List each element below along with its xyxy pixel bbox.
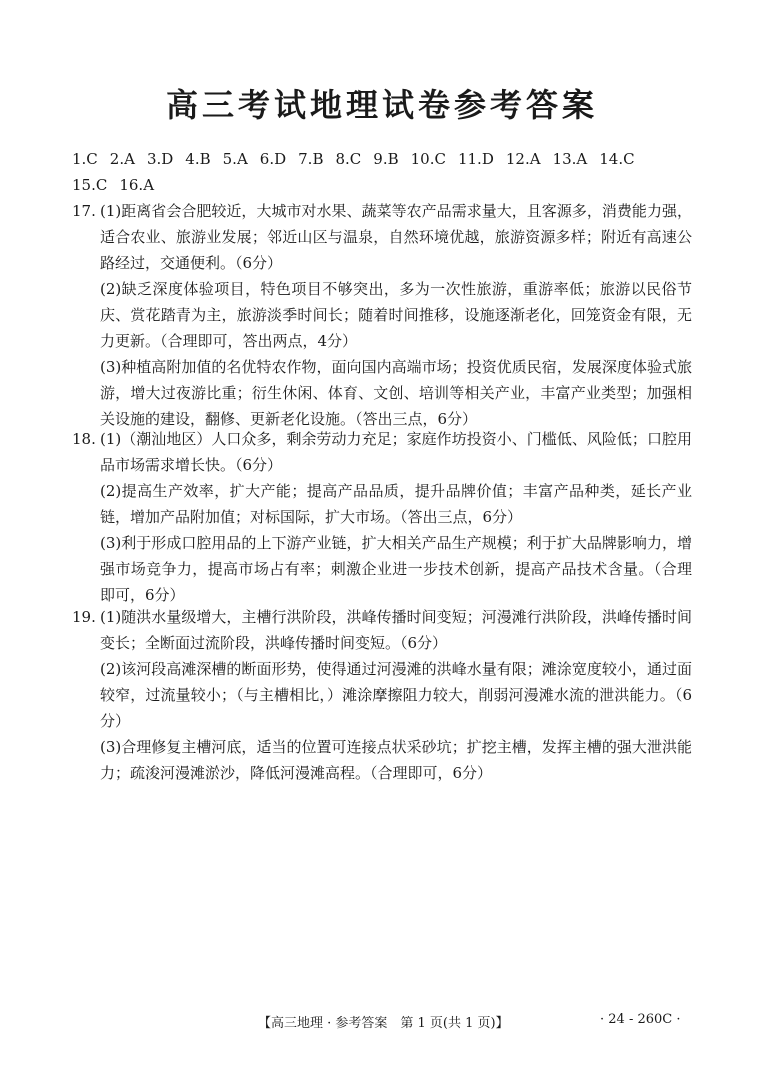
mc-answer-item: 4.B — [185, 150, 211, 168]
mc-answer-item: 14.C — [599, 150, 635, 168]
mc-answer-item: 5.A — [222, 150, 248, 168]
mc-answer-item: 6.D — [259, 150, 287, 168]
mc-answer-item: 2.A — [109, 150, 135, 168]
question-17-number: 17. — [72, 202, 96, 220]
mc-answer-item: 10.C — [410, 150, 446, 168]
mc-answers-line-1 — [72, 146, 692, 172]
footer-page-info: 【高三地理 · 参考答案 第 1 页(共 1 页)】 — [258, 1016, 509, 1031]
question-19-part-1: (1)随洪水量级增大，主槽行洪阶段，洪峰传播时间变短；河漫滩行洪阶段，洪峰传播时间变长；全断面过流阶段，洪峰传播时间变短。（6分） — [100, 608, 692, 652]
question-19-part-2: (2)该河段高滩深槽的断面形势，使得通过河漫滩的洪峰水量有限；滩涂宽度较小，通过面较窄，过流量较小；（与主槽相比，）滩涂摩擦阻力较大，削弱河漫滩水流的泄洪能力。（6分） — [100, 660, 692, 730]
question-18-number: 18. — [72, 430, 96, 448]
mc-answer-item: 16.A — [119, 176, 155, 194]
footer-code: · 24 - 260C · — [600, 1012, 681, 1027]
mc-answer-item: 13.A — [552, 150, 588, 168]
question-19 — [72, 604, 692, 786]
question-19-part-3: (3)合理修复主槽河底，适当的位置可连接点状采砂坑；扩挖主槽，发挥主槽的强大泄洪能力；疏浚河漫滩淤沙，降低河漫滩高程。（合理即可，6分） — [100, 738, 692, 782]
mc-answer-item: 11.D — [457, 150, 494, 168]
mc-answer-item: 7.B — [298, 150, 324, 168]
question-17 — [72, 198, 692, 432]
question-18-part-3: (3)利于形成口腔用品的上下游产业链，扩大相关产品生产规模；利于扩大品牌影响力，增强市场竞争力，提高市场占有率；刺激企业进一步技术创新，提高产品技术含量。（合理即可，6分） — [100, 534, 692, 604]
question-18-part-2: (2)提高生产效率，扩大产能；提高产品品质，提升品牌价值；丰富产品种类，延长产业链，增加产品附加值；对标国际，扩大市场。（答出三点，6分） — [100, 482, 692, 526]
mc-answer-item: 9.B — [373, 150, 399, 168]
question-19-number: 19. — [72, 608, 96, 626]
question-17-part-3: (3)种植高附加值的名优特农作物，面向国内高端市场；投资优质民宿，发展深度体验式旅游，增大过夜游比重；衍生休闲、体育、文创、培训等相关产业，丰富产业类型；加强相关设施的建设，翻修、更新老化设施。（答出三点，6分） — [100, 358, 692, 428]
question-17-part-1: (1)距离省会合肥较近，大城市对水果、蔬菜等农产品需求量大，且客源多，消费能力强，适合农业、旅游业发展；邻近山区与温泉，自然环境优越，旅游资源多样；附近有高速公路经过，交通便利。（6分） — [100, 202, 692, 272]
mc-answer-item: 15.C — [72, 176, 108, 194]
page-title: 高三考试地理试卷参考答案 — [165, 86, 598, 124]
mc-answer-item: 12.A — [505, 150, 541, 168]
question-17-part-2: (2)缺乏深度体验项目，特色项目不够突出，多为一次性旅游，重游率低；旅游以民俗节庆、赏花踏青为主，旅游淡季时间长；随着时间推移，设施逐渐老化，回笼资金有限，无力更新。（合理即可，答出两点，4分） — [100, 280, 692, 350]
mc-answer-item: 8.C — [335, 150, 362, 168]
mc-answer-item: 1.C — [72, 150, 98, 168]
mc-answers-line-2 — [72, 172, 692, 198]
mc-answer-item: 3.D — [146, 150, 174, 168]
question-18-part-1: (1)（潮汕地区）人口众多，剩余劳动力充足；家庭作坊投资小、门槛低、风险低；口腔用品市场需求增长快。（6分） — [100, 430, 692, 474]
question-18 — [72, 426, 692, 608]
